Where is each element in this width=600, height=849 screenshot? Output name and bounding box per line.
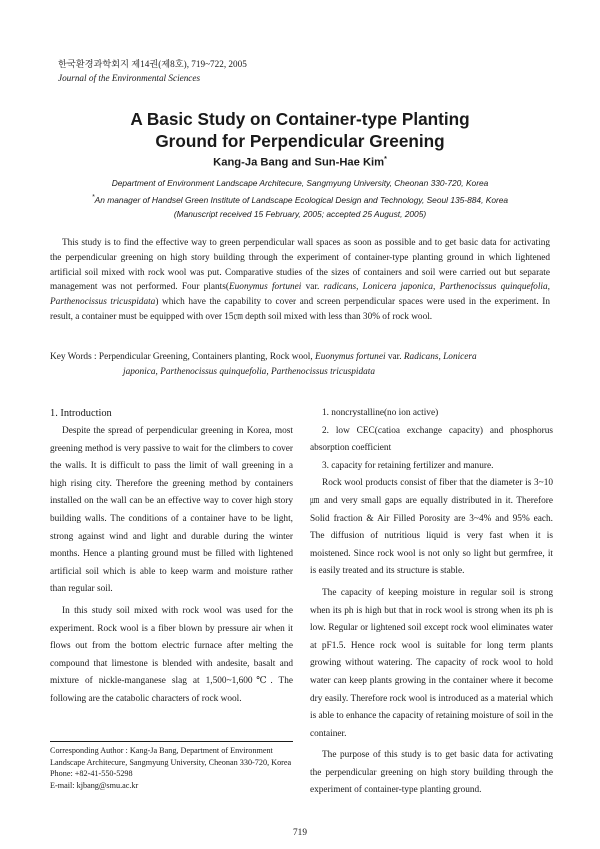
footnote-author: Corresponding Author : Kang-Ja Bang, Department of Environment Landscape Architecure, Sangmyung University, Cheonan 330-720, Korea [50, 746, 292, 767]
list-item-3: 3. capacity for retaining fertilizer and manure. [322, 460, 494, 471]
affiliations [40, 176, 560, 221]
keywords-var: var. [385, 352, 404, 362]
abstract-species-1: Euonymus fortunei [228, 282, 302, 293]
list-item-1: 1. noncrystalline(no ion active) [322, 408, 439, 418]
abstract-species-list: radicans, Lonicera japonica, Parthenocissus quinquefolia, Parthenocissus tricuspidata [50, 282, 550, 308]
intro-paragraph-1: Despite the spread of perpendicular greening in Korea, most greening method is very passive to wait for the climbers to cover the walls. It is difficult to pass the limit of wall greening in a high rising city. Therefore the greening method by containers installed on the wall can be an effective way to cover high story building walls. The conditions of a container have to be light, strong against wind and light and durable during the winter months. Hence a planting ground must be filled with lightened artificial soil which is able to keep warm and moisture rather than regular soil. [50, 426, 293, 595]
corresponding-author-footnote [50, 741, 293, 791]
author-mark: * [384, 156, 387, 163]
affiliation-2-mark: * [91, 193, 95, 201]
paper-title [40, 108, 560, 152]
authors [40, 156, 560, 169]
title-line-1: A Basic Study on Container-type Planting [130, 109, 470, 129]
section-heading-introduction: 1. Introduction [50, 408, 112, 419]
author-names: Kang-Ja Bang and Sun-Hae Kim [213, 156, 385, 169]
keywords [50, 350, 550, 380]
affiliation-1: Department of Environment Landscape Architecure, Sangmyung University, Cheonan 330-720, Korea [111, 178, 489, 188]
intro-paragraph-2: In this study soil mixed with rock wool was used for the experiment. Rock wool is a fiber blown by pressure air when it flows out from the bottom electric furnace after melting the compound that limestone is blended with andesite, basalt and mixture of nickle-manganese slag at 1,500~1,600℃. The following are the catabolic characters of rock wool. [50, 605, 293, 704]
journal-citation-korean: 한국환경과학회지 제14권(제8호), 719~722, 2005 [58, 59, 247, 69]
affiliation-2 [40, 191, 560, 207]
footnote-phone: Phone: +82-41-550-5298 [50, 769, 133, 779]
keywords-species-1: Euonymus fortunei [315, 352, 386, 362]
abstract-var: var. [301, 282, 324, 293]
manuscript-dates: (Manuscript received 15 February, 2005; accepted 25 August, 2005) [173, 208, 427, 219]
right-paragraph-1: Rock wool products consist of fiber that the diameter is 3~10㎛ and very small gaps are equally distributed in it. Therefore Solid fraction & Air Filled Porosity are 3~4% and 95% each. The diffusion of nutritious liquid is very fast when it is moistened. Since rock wool is not only so light but germfree, it is easily treated and its structure is stable. [310, 478, 553, 577]
abstract-paragraph [50, 236, 550, 325]
keywords-line-1 [50, 350, 550, 365]
journal-header [58, 57, 458, 85]
abstract-text-1: This study is to find the effective way to green perpendicular wall spaces as soon as possible and to get basic data for activating the perpendicular greening on high story building through the experiment of container-type planting ground in which lightened artificial soil mixed with rock wool was put. Comparative studies of the sizes of containers and soil were carried out but separate management was not performed. Four plants( [50, 238, 550, 293]
affiliation-2-text: An manager of Handsel Green Institute of Landscape Ecological Design and Technology, Seoul 135-884, Korea [94, 194, 509, 205]
footnote-email: E-mail: kjbang@smu.ac.kr [50, 780, 139, 790]
footnote-rule [50, 741, 293, 742]
right-paragraph-2: The capacity of keeping moisture in regular soil is strong when its ph is high but that in rock wool is strong when its ph is low. Regular or lightened soil except rock wool eliminates water at pF1.5. Hence rock wool is suitable for long term plants growing without watering. The capacity of rock wool to hold water can keep plants growing in the container where it become dry easily. Therefore rock wool is introduced as a material which is able to enhance the capacity of retaining moisture of soil in the container. [310, 587, 553, 739]
keywords-species-2: Radicans, Lonicera [403, 352, 477, 362]
abstract-text-2: ) which have the capability to cover and screen perpendicular spaces were used in the experiment. In result, a container must be equipped with over 15㎝ depth soil mixed with less than 30% of rock wool. [50, 297, 551, 322]
left-column [50, 405, 293, 709]
keywords-line-2: japonica, Parthenocissus quinquefolia, Parthenocissus tricuspidata [123, 366, 376, 377]
keywords-label: Key Words : [50, 352, 99, 362]
list-item-2: 2. low CEC(catioa exchange capacity) and phosphorus absorption coefficient [310, 425, 553, 454]
journal-name: Journal of the Environmental Sciences [58, 73, 201, 83]
right-column [310, 405, 553, 800]
abstract [50, 236, 550, 325]
title-line-2: Ground for Perpendicular Greening [155, 131, 445, 151]
right-paragraph-3: The purpose of this study is to get basic data for activating the perpendicular greening on high story building through the experiment of container-type planting ground. [310, 750, 553, 796]
keywords-plain: Perpendicular Greening, Containers planting, Rock wool, [98, 352, 316, 362]
page-number: 719 [293, 828, 307, 838]
